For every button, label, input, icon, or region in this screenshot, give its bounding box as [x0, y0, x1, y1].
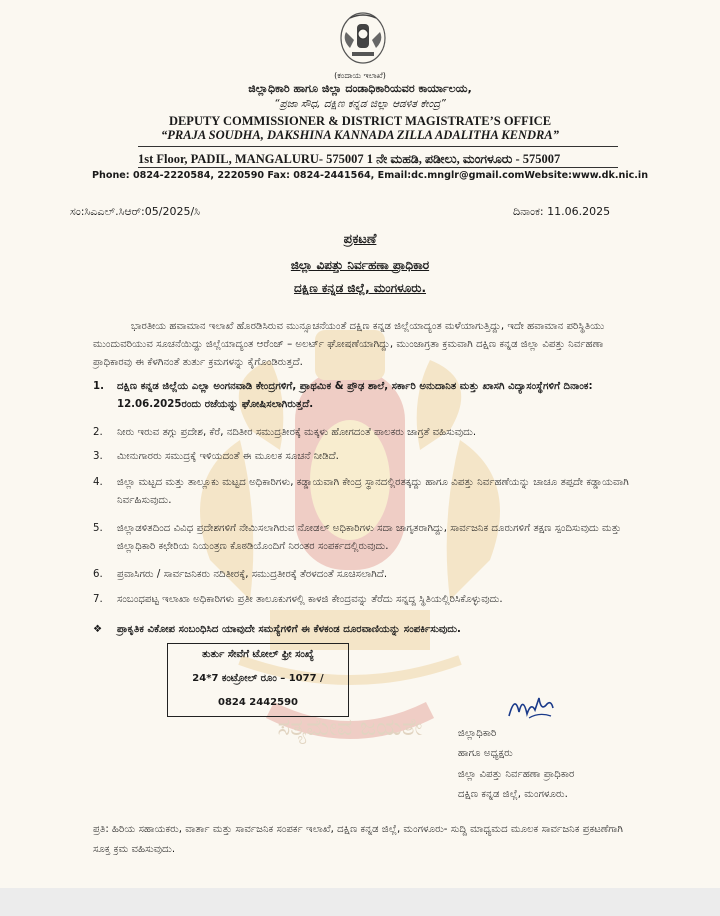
floor-address: 1st Floor, PADIL, MANGALURU- 575007 1 ನೇ ಮಹಡಿ, ಪಡೀಲು, ಮಂಗಳೂರು - 575007: [138, 152, 561, 166]
notice-title: ಪ್ರಕಟಣೆ: [343, 232, 377, 247]
document-page: ಸತ್ಯಮೇವ ಜಯತೇ (ಕಂದಾಯ ಇಲಾಖೆ) ಜಿಲ್ಲಾಧಿಕಾರಿ ಹಾಗೂ ಜಿಲ್ಲಾ ದಂಡಾಧಿಕಾರಿಯವರ ಕಾರ್ಯಾಲಯ, “ಪ್ರಜಾ ಸೌಧ, ದಕ್ಷಿಣ ಕನ್ನಡ ಜಿಲ್ಲಾ ಆಡಳಿತ ಕೇಂದ್ರ” DEPUTY COMMISSIONER & DISTRICT MAGISTRATE’S OFFICE “PRAJA SOUDHA, DAKSHINA KANNADA ZILLA ADALITHA KENDRA” 1st Floor, PADIL, MANGALURU- 575007 1 ನೇ ಮಹಡಿ, ಪಡೀಲು, ಮಂಗಳೂರು - 575007 Phone: 0824-2220584, 2220590 Fax: 0824-2441564, Email:dc.mnglr@gmail.comWebsite:www.dk.nic.in ಸಂ:ಸಿಎಎಲ್.ಸಿಆರ್:05/2025/ಸಿ ದಿನಾಂಕ: 11.06.2025 ಪ್ರಕಟಣೆ ಜಿಲ್ಲಾ ವಿಪತ್ತು ನಿರ್ವಹಣಾ ಪ್ರಾಧಿಕಾರ ದಕ್ಷಿಣ ಕನ್ನಡ ಜಿಲ್ಲೆ, ಮಂಗಳೂರು. ಭಾರತೀಯ ಹವಾಮಾನ ಇಲಾಖೆ ಹೊರಡಿಸಿರುವ ಮುನ್ಸೂಚನೆಯಂತೆ ದಕ್ಷಿಣ ಕನ್ನಡ ಜಿಲ್ಲೆಯಾದ್ಯಂತ ಮಳೆಯಾಗುತ್ತಿದ್ದು, ಇದೇ ಹವಾಮಾನ ಪರಿಸ್ಥಿತಿಯು ಮುಂದುವರಿಯುವ ಸೂಚನೆಯಿದ್ದು ಜಿಲ್ಲೆಯಾದ್ಯಂತ ಆರೆಂಜ್ – ಅಲರ್ಟ್ ಘೋಷಣೆಯಾಗಿದ್ದು, ಮುಂಜಾಗ್ರತಾ ಕ್ರಮವಾಗಿ ದಕ್ಷಿಣ ಕನ್ನಡ ಜಿಲ್ಲಾ ವಿಪತ್ತು ನಿರ್ವಹಣಾ ಪ್ರಾಧಿಕಾರವು ಈ ಕೆಳಗಿನಂತೆ ತುರ್ತು ಕ್ರಮಗಳನ್ನು ಕೈಗೊಂಡಿರುತ್ತದೆ. 1. ದಕ್ಷಿಣ ಕನ್ನಡ ಜಿಲ್ಲೆಯ ಎಲ್ಲಾ ಅಂಗನವಾಡಿ ಕೇಂದ್ರಗಳಿಗೆ, ಪ್ರಾಥಮಿಕ & ಪ್ರೌಢ ಶಾಲೆ, ಸರ್ಕಾರಿ ಅನುದಾನಿತ ಮತ್ತು ಖಾಸಗಿ ವಿದ್ಯಾಸಂಸ್ಥೆಗಳಿಗೆ ದಿನಾಂಕ: 12.06.2025ರಂದು ರಜೆಯನ್ನು ಘೋಷಿಸಲಾಗಿರುತ್ತದೆ. 2. ನೀರು ಇರುವ ತಗ್ಗು ಪ್ರದೇಶ, ಕೆರೆ, ನದಿತೀರ ಸಮುದ್ರತೀರಕ್ಕೆ ಮಕ್ಕಳು ಹೋಗದಂತೆ ಪಾಲಕರು ಜಾಗ್ರತೆ ವಹಿಸುವುದು. 3. ಮೀನುಗಾರರು ಸಮುದ್ರಕ್ಕೆ ಇಳಿಯದಂತೆ ಈ ಮೂಲಕ ಸೂಚನೆ ನೀಡಿದೆ. 4. ಜಿಲ್ಲಾ ಮಟ್ಟದ ಮತ್ತು ತಾಲ್ಲೂಕು ಮಟ್ಟದ ಅಧಿಕಾರಿಗಳು, ಕಡ್ಡಾಯವಾಗಿ ಕೇಂದ್ರ ಸ್ಥಾನದಲ್ಲಿರತಕ್ಕದ್ದು ಹಾಗೂ ವಿಪತ್ತು ನಿರ್ವಹಣೆಯನ್ನು ಚಾಚೂ ತಪ್ಪದೇ ಕಡ್ಡಾಯವಾಗಿ ನಿರ್ವಹಿಸುವುದು. 5. ಜಿಲ್ಲಾಡಳಿತದಿಂದ ವಿವಿಧ ಪ್ರದೇಶಗಳಿಗೆ ನೇಮಿಸಲಾಗಿರುವ ನೋಡಲ್ ಅಧಿಕಾರಿಗಳು ಸದಾ ಜಾಗೃತರಾಗಿದ್ದು, ಸಾರ್ವಜನಿಕ ದೂರುಗಳಿಗೆ ತಕ್ಷಣ ಸ್ಪಂದಿಸುವುದು ಮತ್ತು ಜಿಲ್ಲಾಧಿಕಾರಿ ಕಛೇರಿಯ ನಿಯಂತ್ರಣ ಕೊಠಡಿಯೊಂದಿಗೆ ನಿರಂತರ ಸಂಪರ್ಕದಲ್ಲಿರುವುದು. 6. ಪ್ರವಾಸಿಗರು / ಸಾರ್ವಜನಿಕರು ನದಿತೀರಕ್ಕೆ, ಸಮುದ್ರತೀರಕ್ಕೆ ತೆರಳದಂತೆ ಸೂಚಿಸಲಾಗಿದೆ. 7. ಸಂಬಂಧಪಟ್ಟ ಇಲಾಖಾ ಅಧಿಕಾರಿಗಳು ಪ್ರತೀ ತಾಲೂಕುಗಳಲ್ಲಿ ಕಾಳಜಿ ಕೇಂದ್ರವನ್ನು ತೆರೆದು ಸನ್ನದ್ದ ಸ್ಥಿತಿಯಲ್ಲಿರಿಸಿಕೊಳ್ಳುವುದು. ❖ ಪ್ರಾಕೃತಿಕ ವಿಕೋಪ ಸಂಬಂಧಿಸಿದ ಯಾವುದೇ ಸಮಸ್ಯೆಗಳಿಗೆ ಈ ಕೆಳಕಂಡ ದೂರವಾಣಿಯನ್ನು ಸಂಪರ್ಕಿಸುವುದು. ತುರ್ತು ಸೇವೆಗೆ ಟೋಲ್ ಫ್ರೀ ಸಂಖ್ಯೆ 24*7 ಕಂಟ್ರೋಲ್ ರೂಂ – 1077 / 0824 2442590 ಜಿಲ್ಲಾಧಿಕಾರಿ ಹಾಗೂ ಅಧ್ಯಕ್ಷರು ಜಿಲ್ಲಾ ವಿಪತ್ತು ನಿರ್ವಹಣಾ ಪ್ರಾಧಿಕಾರ ದಕ್ಷಿಣ ಕನ್ನಡ ಜಿಲ್ಲೆ, ಮಂಗಳೂರು. ಪ್ರತಿ: ಹಿರಿಯ ಸಹಾಯಕರು, ವಾರ್ತಾ ಮತ್ತು ಸಾರ್ವಜನಿಕ ಸಂಪರ್ಕ ಇಲಾಖೆ, ದಕ್ಷಿಣ ಕನ್ನಡ ಜಿಲ್ಲೆ, ಮಂಗಳೂರು- ಸುದ್ದಿ ಮಾಧ್ಯಮದ ಮೂಲಕ ಸಾರ್ವಜನಿಕ ಪ್ರಕಟಣೆಗಾಗಿ ಸೂಕ್ತ ಕ್ರಮ ವಹಿಸುವುದು.: [0, 0, 720, 888]
signatory-role: ಹಾಗೂ ಅಧ್ಯಕ್ಷರು: [458, 748, 513, 759]
copy-to: ಪ್ರತಿ: ಹಿರಿಯ ಸಹಾಯಕರು, ವಾರ್ತಾ ಮತ್ತು ಸಾರ್ವಜನಿಕ ಸಂಪರ್ಕ ಇಲಾಖೆ, ದಕ್ಷಿಣ ಕನ್ನಡ ಜಿಲ್ಲೆ, ಮಂಗಳೂರು- ಸುದ್ದಿ ಮಾಧ್ಯಮದ ಮೂಲಕ ಸಾರ್ವಜನಿಕ ಪ್ರಕಟಣೆಗಾಗಿ ಸೂಕ್ತ ಕ್ರಮ ವಹಿಸುವುದು.: [93, 824, 623, 855]
bullet-icon: ❖: [93, 624, 103, 635]
letter-date: ದಿನಾಂಕ: 11.06.2025: [513, 205, 611, 218]
helpline-box: [167, 643, 349, 717]
intro-paragraph: ಭಾರತೀಯ ಹವಾಮಾನ ಇಲಾಖೆ ಹೊರಡಿಸಿರುವ ಮುನ್ಸೂಚನೆಯಂತೆ ದಕ್ಷಿಣ ಕನ್ನಡ ಜಿಲ್ಲೆಯಾದ್ಯಂತ ಮಳೆಯಾಗುತ್ತಿದ್ದು, ಇದೇ ಹವಾಮಾನ ಪರಿಸ್ಥಿತಿಯು ಮುಂದುವರಿಯುವ ಸೂಚನೆಯಿದ್ದು ಜಿಲ್ಲೆಯಾದ್ಯಂತ ಆರೆಂಜ್ – ಅಲರ್ಟ್ ಘೋಷಣೆಯಾಗಿದ್ದು, ಮುಂಜಾಗ್ರತಾ ಕ್ರಮವಾಗಿ ದಕ್ಷಿಣ ಕನ್ನಡ ಜಿಲ್ಲಾ ವಿಪತ್ತು ನಿರ್ವಹಣಾ ಪ್ರಾಧಿಕಾರವು ಈ ಕೆಳಗಿನಂತೆ ತುರ್ತು ಕ್ರಮಗಳನ್ನು ಕೈಗೊಂಡಿರುತ್ತದೆ.: [93, 321, 605, 368]
helpline-control-room: 24*7 ಕಂಟ್ರೋಲ್ ರೂಂ – 1077 /: [192, 673, 324, 684]
helpline-note: ಪ್ರಾಕೃತಿಕ ವಿಕೋಪ ಸಂಬಂಧಿಸಿದ ಯಾವುದೇ ಸಮಸ್ಯೆಗಳಿಗೆ ಈ ಕೆಳಕಂಡ ದೂರವಾಣಿಯನ್ನು ಸಂಪರ್ಕಿಸುವುದು.: [117, 624, 461, 635]
reference-number: ಸಂ:ಸಿಎಎಲ್.ಸಿಆರ್:05/2025/ಸಿ: [70, 205, 201, 218]
office-title-kannada: ಜಿಲ್ಲಾಧಿಕಾರಿ ಹಾಗೂ ಜಿಲ್ಲಾ ದಂಡಾಧಿಕಾರಿಯವರ ಕಾರ್ಯಾಲಯ,: [248, 82, 472, 95]
signatory-district: ದಕ್ಷಿಣ ಕನ್ನಡ ಜಿಲ್ಲೆ, ಮಂಗಳೂರು.: [458, 789, 568, 800]
department-label: (ಕಂದಾಯ ಇಲಾಖೆ): [334, 71, 386, 80]
signature: [505, 690, 557, 722]
header-divider: [138, 146, 618, 147]
header-divider-2: [138, 167, 618, 168]
office-address-english: “PRAJA SOUDHA, DAKSHINA KANNADA ZILLA ADALITHA KENDRA”: [161, 128, 559, 142]
office-title-english: DEPUTY COMMISSIONER & DISTRICT MAGISTRATE’S OFFICE: [168, 114, 552, 128]
signatory-designation: ಜಿಲ್ಲಾಧಿಕಾರಿ: [458, 728, 497, 739]
watermark-motto: ಸತ್ಯಮೇವ ಜಯತೇ: [277, 713, 423, 741]
contact-line: Phone: 0824-2220584, 2220590 Fax: 0824-2441564, Email:dc.mnglr@gmail.comWebsite:www.dk.nic.in: [92, 170, 649, 181]
district-title: ದಕ್ಷಿಣ ಕನ್ನಡ ಜಿಲ್ಲೆ, ಮಂಗಳೂರು.: [293, 281, 427, 295]
authority-title: ಜಿಲ್ಲಾ ವಿಪತ್ತು ನಿರ್ವಹಣಾ ಪ್ರಾಧಿಕಾರ: [290, 258, 430, 272]
helpline-phone: 0824 2442590: [217, 697, 299, 708]
government-emblem-icon: [338, 10, 388, 68]
signatory-authority: ಜಿಲ್ಲಾ ವಿಪತ್ತು ನಿರ್ವಹಣಾ ಪ್ರಾಧಿಕಾರ: [458, 769, 575, 780]
screen-bottom-bar: [0, 888, 720, 916]
helpline-title: ತುರ್ತು ಸೇವೆಗೆ ಟೋಲ್ ಫ್ರೀ ಸಂಖ್ಯೆ: [202, 649, 314, 660]
office-address-kannada: “ಪ್ರಜಾ ಸೌಧ, ದಕ್ಷಿಣ ಕನ್ನಡ ಜಿಲ್ಲಾ ಆಡಳಿತ ಕೇಂದ್ರ”: [274, 98, 446, 110]
